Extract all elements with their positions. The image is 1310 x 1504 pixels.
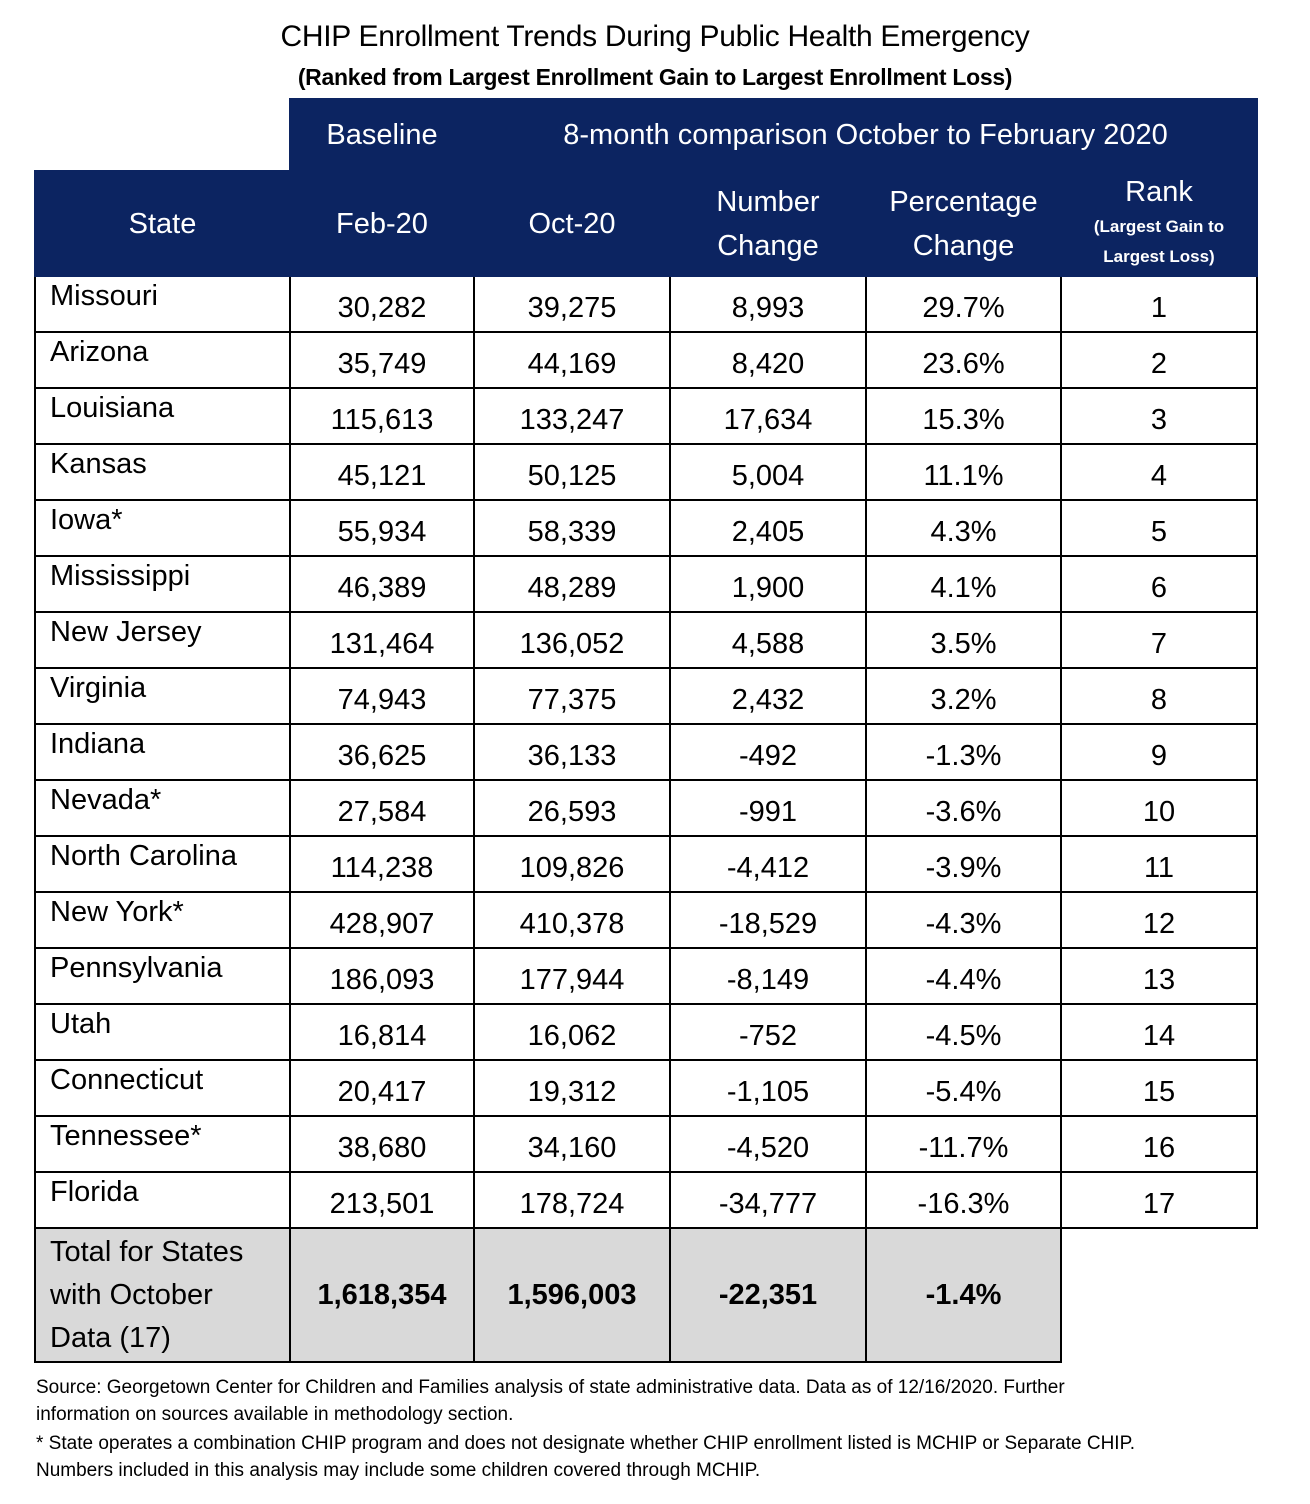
change-cell: -752 — [670, 1004, 866, 1060]
rank-cell: 12 — [1061, 892, 1257, 948]
feb-cell: 27,584 — [290, 780, 474, 836]
feb-cell: 428,907 — [290, 892, 474, 948]
oct-cell: 177,944 — [474, 948, 670, 1004]
rank-cell: 14 — [1061, 1004, 1257, 1060]
table-row — [35, 332, 1257, 388]
header-rank-sub-2: Largest Loss) — [1103, 246, 1215, 266]
table-row — [35, 1116, 1257, 1172]
state-cell: Utah — [35, 1004, 290, 1060]
table-row — [35, 948, 1257, 1004]
pct-cell: 4.3% — [866, 500, 1061, 556]
state-cell: Tennessee* — [35, 1116, 290, 1172]
state-cell: Arizona — [35, 332, 290, 388]
total-change: -22,351 — [670, 1228, 866, 1362]
state-cell: Nevada* — [35, 780, 290, 836]
change-cell: 5,004 — [670, 444, 866, 500]
total-label-line1: Total for States — [50, 1235, 244, 1268]
rank-cell: 15 — [1061, 1060, 1257, 1116]
rank-cell: 1 — [1061, 276, 1257, 332]
total-label-line3: Data (17) — [50, 1321, 171, 1354]
feb-cell: 55,934 — [290, 500, 474, 556]
oct-cell: 16,062 — [474, 1004, 670, 1060]
feb-cell: 36,625 — [290, 724, 474, 780]
table-row — [35, 1172, 1257, 1228]
change-cell: 8,420 — [670, 332, 866, 388]
oct-cell: 39,275 — [474, 276, 670, 332]
header-group-row — [35, 99, 1257, 171]
rank-cell: 11 — [1061, 836, 1257, 892]
state-cell: Louisiana — [35, 388, 290, 444]
footnote-line2: Numbers included in this analysis may include some children covered through MCHIP. — [36, 1460, 761, 1481]
page-subtitle: (Ranked from Largest Enrollment Gain to Largest Enrollment Loss) — [297, 64, 1013, 90]
table-row — [35, 500, 1257, 556]
rank-cell: 8 — [1061, 668, 1257, 724]
header-feb: Feb-20 — [290, 171, 474, 276]
change-cell: -18,529 — [670, 892, 866, 948]
oct-cell: 410,378 — [474, 892, 670, 948]
change-cell: -4,520 — [670, 1116, 866, 1172]
state-cell: Indiana — [35, 724, 290, 780]
pct-cell: -16.3% — [866, 1172, 1061, 1228]
feb-cell: 213,501 — [290, 1172, 474, 1228]
pct-cell: 3.2% — [866, 668, 1061, 724]
feb-cell: 30,282 — [290, 276, 474, 332]
header-number-change-line1: Number — [716, 185, 820, 218]
feb-cell: 45,121 — [290, 444, 474, 500]
oct-cell: 178,724 — [474, 1172, 670, 1228]
oct-cell: 77,375 — [474, 668, 670, 724]
state-cell: Pennsylvania — [35, 948, 290, 1004]
feb-cell: 16,814 — [290, 1004, 474, 1060]
rank-cell: 16 — [1061, 1116, 1257, 1172]
enrollment-table — [34, 98, 1258, 1363]
change-cell: 2,405 — [670, 500, 866, 556]
table-body — [35, 276, 1257, 1228]
oct-cell: 133,247 — [474, 388, 670, 444]
change-cell: 4,588 — [670, 612, 866, 668]
oct-cell: 48,289 — [474, 556, 670, 612]
page-title: CHIP Enrollment Trends During Public Health Emergency — [280, 20, 1030, 53]
header-rank — [1061, 171, 1257, 276]
oct-cell: 44,169 — [474, 332, 670, 388]
pct-cell: 3.5% — [866, 612, 1061, 668]
total-label — [35, 1228, 290, 1362]
table-row — [35, 444, 1257, 500]
rank-cell: 7 — [1061, 612, 1257, 668]
table-row — [35, 1060, 1257, 1116]
rank-cell: 2 — [1061, 332, 1257, 388]
table-row — [35, 1004, 1257, 1060]
oct-cell: 50,125 — [474, 444, 670, 500]
feb-cell: 35,749 — [290, 332, 474, 388]
rank-cell: 3 — [1061, 388, 1257, 444]
feb-cell: 38,680 — [290, 1116, 474, 1172]
change-cell: -4,412 — [670, 836, 866, 892]
source-note — [36, 1374, 1286, 1428]
table-row — [35, 612, 1257, 668]
change-cell: -34,777 — [670, 1172, 866, 1228]
pct-cell: 4.1% — [866, 556, 1061, 612]
oct-cell: 26,593 — [474, 780, 670, 836]
table-row — [35, 780, 1257, 836]
table-row — [35, 836, 1257, 892]
table-row — [35, 388, 1257, 444]
pct-cell: 11.1% — [866, 444, 1061, 500]
state-cell: Connecticut — [35, 1060, 290, 1116]
rank-cell: 6 — [1061, 556, 1257, 612]
feb-cell: 115,613 — [290, 388, 474, 444]
oct-cell: 109,826 — [474, 836, 670, 892]
state-cell: Virginia — [35, 668, 290, 724]
pct-cell: -4.5% — [866, 1004, 1061, 1060]
state-cell: Florida — [35, 1172, 290, 1228]
pct-cell: -5.4% — [866, 1060, 1061, 1116]
change-cell: 8,993 — [670, 276, 866, 332]
header-blank-cell — [35, 99, 290, 171]
feb-cell: 114,238 — [290, 836, 474, 892]
oct-cell: 136,052 — [474, 612, 670, 668]
change-cell: -1,105 — [670, 1060, 866, 1116]
rank-cell: 4 — [1061, 444, 1257, 500]
state-cell: Mississippi — [35, 556, 290, 612]
table-row — [35, 556, 1257, 612]
oct-cell: 36,133 — [474, 724, 670, 780]
source-line1: Source: Georgetown Center for Children and Families analysis of state administrative data. Data as of 12/16/2020. Further — [36, 1377, 1065, 1398]
rank-cell: 13 — [1061, 948, 1257, 1004]
pct-cell: -11.7% — [866, 1116, 1061, 1172]
pct-cell: -4.4% — [866, 948, 1061, 1004]
feb-cell: 20,417 — [290, 1060, 474, 1116]
oct-cell: 34,160 — [474, 1116, 670, 1172]
feb-cell: 131,464 — [290, 612, 474, 668]
footnote-line1: * State operates a combination CHIP program and does not designate whether CHIP enrollment listed is MCHIP or Separate CHIP. — [36, 1433, 1136, 1454]
table-row — [35, 892, 1257, 948]
footnote — [36, 1430, 1286, 1484]
header-percentage-change-line1: Percentage — [889, 185, 1038, 218]
state-cell: Missouri — [35, 276, 290, 332]
total-row — [35, 1228, 1257, 1362]
rank-cell: 17 — [1061, 1172, 1257, 1228]
rank-cell: 9 — [1061, 724, 1257, 780]
change-cell: 1,900 — [670, 556, 866, 612]
header-number-change — [670, 171, 866, 276]
pct-cell: -3.6% — [866, 780, 1061, 836]
feb-cell: 74,943 — [290, 668, 474, 724]
state-cell: North Carolina — [35, 836, 290, 892]
pct-cell: -3.9% — [866, 836, 1061, 892]
pct-cell: 23.6% — [866, 332, 1061, 388]
pct-cell: 29.7% — [866, 276, 1061, 332]
total-oct: 1,596,003 — [474, 1228, 670, 1362]
state-cell: New Jersey — [35, 612, 290, 668]
total-label-line2: with October — [50, 1278, 213, 1311]
feb-cell: 186,093 — [290, 948, 474, 1004]
rank-cell: 10 — [1061, 780, 1257, 836]
header-column-row — [35, 171, 1257, 276]
pct-cell: -1.3% — [866, 724, 1061, 780]
oct-cell: 58,339 — [474, 500, 670, 556]
state-cell: Iowa* — [35, 500, 290, 556]
header-state: State — [35, 171, 290, 276]
oct-cell: 19,312 — [474, 1060, 670, 1116]
change-cell: 17,634 — [670, 388, 866, 444]
change-cell: 2,432 — [670, 668, 866, 724]
feb-cell: 46,389 — [290, 556, 474, 612]
total-blank-cell — [1061, 1228, 1257, 1362]
header-comparison: 8-month comparison October to February 2020 — [474, 99, 1257, 171]
change-cell: -8,149 — [670, 948, 866, 1004]
header-percentage-change-line2: Change — [912, 229, 1015, 262]
state-cell: New York* — [35, 892, 290, 948]
state-cell: Kansas — [35, 444, 290, 500]
source-line2: information on sources available in methodology section. — [36, 1404, 514, 1425]
header-number-change-line2: Change — [717, 229, 819, 262]
header-baseline: Baseline — [290, 99, 474, 171]
table-row — [35, 276, 1257, 332]
table-row — [35, 724, 1257, 780]
pct-cell: -4.3% — [866, 892, 1061, 948]
table-row — [35, 668, 1257, 724]
change-cell: -492 — [670, 724, 866, 780]
header-rank-label: Rank — [1125, 175, 1193, 208]
header-rank-sub-1: (Largest Gain to — [1093, 216, 1225, 236]
total-pct: -1.4% — [866, 1228, 1061, 1362]
change-cell: -991 — [670, 780, 866, 836]
pct-cell: 15.3% — [866, 388, 1061, 444]
total-feb: 1,618,354 — [290, 1228, 474, 1362]
header-percentage-change — [866, 171, 1061, 276]
rank-cell: 5 — [1061, 500, 1257, 556]
header-oct: Oct-20 — [474, 171, 670, 276]
